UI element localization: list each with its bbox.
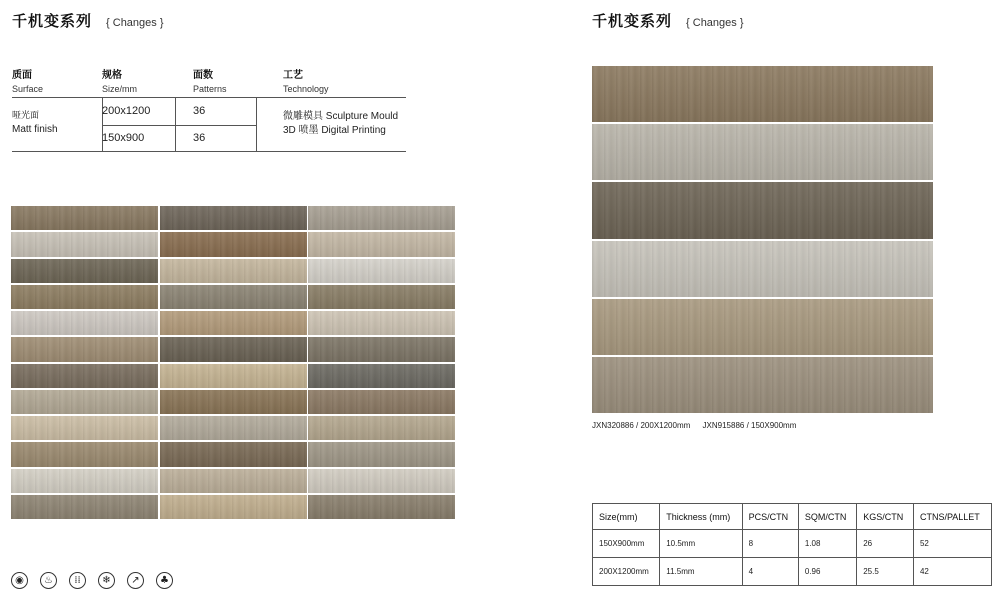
wood-plank — [308, 337, 455, 361]
patterns-cell: 36 — [193, 132, 206, 144]
feature-icons — [11, 572, 173, 589]
wood-plank — [160, 337, 307, 361]
tree-icon: ♣ — [156, 572, 173, 589]
patterns-cell: 36 — [193, 105, 206, 117]
wood-plank — [308, 285, 455, 309]
divider — [256, 98, 257, 152]
series-title: 千机变系列 — [12, 12, 93, 30]
cell: 52 — [913, 530, 991, 558]
wood-plank — [160, 364, 307, 388]
wood-plank — [11, 495, 158, 519]
wood-plank — [160, 285, 307, 309]
wood-plank — [160, 390, 307, 414]
wood-plank — [160, 206, 307, 230]
wood-plank — [11, 337, 158, 361]
wood-plank — [308, 259, 455, 283]
wood-plank — [11, 259, 158, 283]
cell: 11.5mm — [660, 558, 742, 586]
wood-plank — [11, 390, 158, 414]
wood-plank — [592, 66, 933, 122]
wood-tile-large-preview — [592, 66, 933, 413]
wood-plank — [308, 232, 455, 256]
header-size: 规格 Size/mm — [102, 70, 138, 94]
wood-plank — [308, 390, 455, 414]
wood-plank — [11, 416, 158, 440]
mosaic-column — [11, 206, 158, 519]
wood-plank — [308, 469, 455, 493]
wood-plank — [308, 495, 455, 519]
table-row — [593, 558, 992, 586]
technology-cell: 微雕模具 Sculpture Mould 3D 喷墨 Digital Printing — [283, 111, 399, 136]
series-subtitle: { Changes } — [686, 17, 744, 29]
wood-plank — [160, 416, 307, 440]
wood-plank — [11, 364, 158, 388]
slip-icon: ↗ — [127, 572, 144, 589]
mosaic-column — [160, 206, 307, 519]
wood-plank — [308, 206, 455, 230]
product-codes — [592, 421, 806, 430]
cell: 200X1200mm — [593, 558, 660, 586]
wood-plank — [308, 311, 455, 335]
header-patterns: 面数 Patterns — [193, 70, 227, 94]
packing-table — [592, 503, 992, 586]
cell: 4 — [742, 558, 798, 586]
wood-plank — [11, 206, 158, 230]
table-row — [593, 530, 992, 558]
header-pcs: PCS/CTN — [742, 504, 798, 530]
cell: 26 — [857, 530, 914, 558]
wood-plank — [11, 442, 158, 466]
header-thickness: Thickness (mm) — [660, 504, 742, 530]
size-cell: 150x900 — [102, 132, 145, 144]
series-title: 千机变系列 — [592, 12, 673, 30]
header-surface: 质面 Surface — [12, 70, 44, 94]
divider — [102, 125, 256, 126]
header-ctns: CTNS/PALLET — [913, 504, 991, 530]
wood-plank — [592, 357, 933, 413]
mosaic-column — [308, 206, 455, 519]
table-header-row — [593, 504, 992, 530]
cell: 42 — [913, 558, 991, 586]
cell: 25.5 — [857, 558, 914, 586]
header-technology: 工艺 Technology — [283, 70, 329, 94]
page-title-right — [592, 10, 744, 31]
cell: 10.5mm — [660, 530, 742, 558]
wood-plank — [308, 442, 455, 466]
fire-icon: ♨ — [40, 572, 57, 589]
wood-plank — [160, 311, 307, 335]
wood-plank — [160, 495, 307, 519]
wood-plank — [160, 259, 307, 283]
page-title-left — [12, 10, 164, 31]
wood-plank — [11, 232, 158, 256]
cell: 0.96 — [798, 558, 856, 586]
wood-plank — [308, 416, 455, 440]
wood-plank — [592, 182, 933, 238]
header-sqm: SQM/CTN — [798, 504, 856, 530]
rotate-icon: ◉ — [11, 572, 28, 589]
wood-tile-mosaic — [11, 206, 455, 519]
size-cell: 200x1200 — [102, 105, 151, 117]
snowflake-icon: ❄ — [98, 572, 115, 589]
header-kgs: KGS/CTN — [857, 504, 914, 530]
wood-plank — [160, 442, 307, 466]
cell: 8 — [742, 530, 798, 558]
spec-table-header — [12, 66, 406, 98]
wood-plank — [11, 285, 158, 309]
product-code: JXN320886 / 200X1200mm — [592, 421, 691, 430]
cell: 150X900mm — [593, 530, 660, 558]
wood-plank — [160, 469, 307, 493]
wood-plank — [592, 299, 933, 355]
wood-plank — [11, 469, 158, 493]
wood-plank — [160, 232, 307, 256]
product-code: JXN915886 / 150X900mm — [702, 421, 797, 430]
surface-cell: 哑光面 Matt finish — [12, 111, 58, 135]
cell: 1.08 — [798, 530, 856, 558]
spec-table-body — [12, 98, 406, 152]
wood-plank — [11, 311, 158, 335]
wood-plank — [592, 241, 933, 297]
series-subtitle: { Changes } — [106, 17, 164, 29]
wood-plank — [592, 124, 933, 180]
wood-plank — [308, 364, 455, 388]
grid-icon: ⁞⁞ — [69, 572, 86, 589]
header-size: Size(mm) — [593, 504, 660, 530]
